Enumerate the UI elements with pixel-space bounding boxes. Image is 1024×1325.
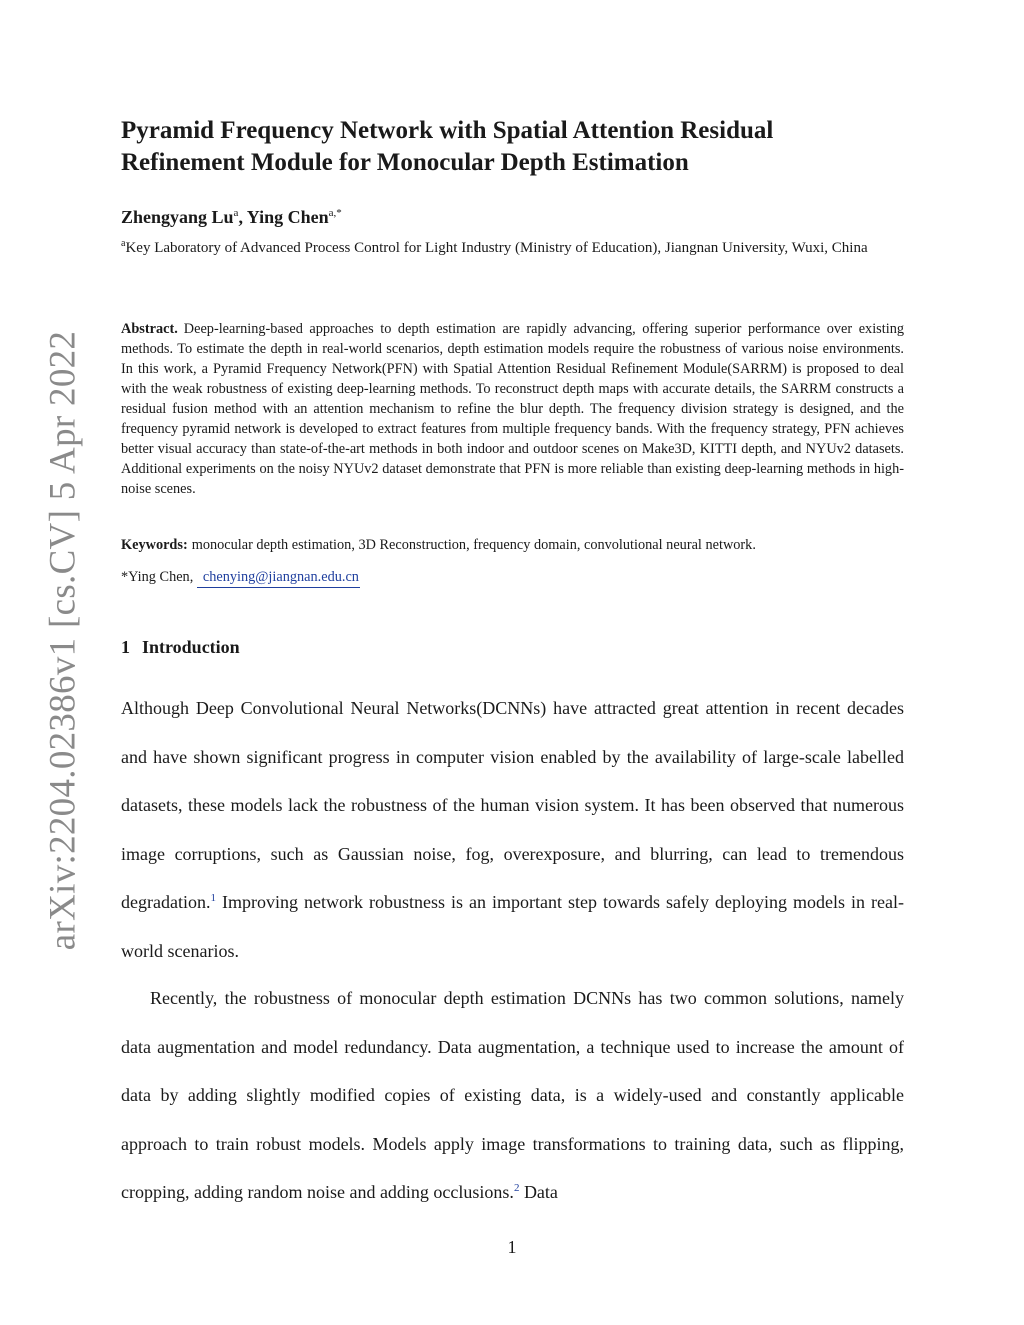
author-1-affiliation-mark: a [233, 207, 239, 219]
intro-paragraph-2 [121, 974, 904, 1217]
intro-paragraph-1-tail: Improving network robustness is an important step towards safely deploying models in real-world scenarios. [121, 892, 904, 961]
paper-title-line-2: Refinement Module for Monocular Depth Estimation [121, 149, 689, 176]
author-2-affiliation-mark: a,* [328, 207, 342, 219]
paper-title-line-1: Pyramid Frequency Network with Spatial Attention Residual [121, 117, 774, 144]
keywords [121, 535, 904, 555]
abstract-label: Abstract. [121, 321, 178, 337]
keywords-label: Keywords: [121, 537, 188, 553]
author-separator: , [238, 207, 247, 227]
citation-link-1[interactable]: 1 [210, 892, 216, 905]
author-list [121, 207, 904, 228]
section-number: 1 [121, 637, 130, 657]
corresponding-email-link[interactable]: chenying@jiangnan.edu.cn [197, 569, 360, 588]
arxiv-identifier-text: arXiv:2204.02386v1 [cs.CV] 5 Apr 2022 [42, 330, 84, 950]
corresponding-author-prefix: *Ying Chen, [121, 569, 194, 585]
section-heading-introduction [121, 637, 904, 658]
section-title: Introduction [142, 637, 240, 657]
page-number: 1 [507, 1237, 517, 1257]
corresponding-author [121, 567, 904, 587]
abstract [121, 319, 904, 499]
intro-paragraph-1-text: Although Deep Convolutional Neural Networks(DCNNs) have attracted great attention in recent decades and have shown significant progress in computer vision enabled by the availability of large-scale labelled datasets, these models lack the robustness of the human vision system. It has been observed that numerous image corruptions, such as Gaussian noise, fog, overexposure, and blurring, can lead to tremendous degradation. [121, 698, 904, 913]
intro-paragraph-1 [121, 684, 904, 976]
affiliation [121, 233, 904, 259]
arxiv-identifier-stamp [42, 330, 84, 950]
intro-paragraph-2-tail: Data [519, 1182, 558, 1203]
abstract-text: Deep-learning-based approaches to depth estimation are rapidly advancing, offering superior performance over existing methods. To estimate the depth in real-world scenarios, depth estimation models require the robustness of various noise environments. In this work, a Pyramid Frequency Network(PFN) with Spatial Attention Residual Refinement Module(SARRM) is proposed to deal with the weak robustness of existing deep-learning methods. To reconstruct depth maps with accurate details, the SARRM constructs a residual fusion method with an attention mechanism to refine the blur depth. The frequency division strategy is designed, and the frequency pyramid network is developed to extract features from multiple frequency bands. With the frequency strategy, PFN achieves better visual accuracy than state-of-the-art methods in both indoor and outdoor scenes on Make3D, KITTI depth, and NYUv2 datasets. Additional experiments on the noisy NYUv2 dataset demonstrate that PFN is more reliable than existing deep-learning methods in high-noise scenes. [121, 321, 904, 497]
paper-title [121, 115, 904, 179]
author-1-name: Zhengyang Lu [121, 207, 234, 227]
keywords-text: monocular depth estimation, 3D Reconstruction, frequency domain, convolutional neural network. [191, 537, 756, 553]
citation-link-2[interactable]: 2 [513, 1182, 520, 1195]
affiliation-text: Key Laboratory of Advanced Process Control for Light Industry (Ministry of Education), Jiangnan University, Wuxi, China [125, 240, 868, 256]
author-2-name: Ying Chen [246, 207, 329, 227]
intro-paragraph-2-text: Recently, the robustness of monocular depth estimation DCNNs has two common solutions, namely data augmentation and model redundancy. Data augmentation, a technique used to increase the amount of data by adding slightly modified copies of existing data, is a widely-used and constantly applicable approach to train robust models. Models apply image transformations to training data, such as flipping, cropping, adding random noise and adding occlusions. [121, 988, 904, 1203]
affiliation-mark: a [121, 238, 126, 249]
